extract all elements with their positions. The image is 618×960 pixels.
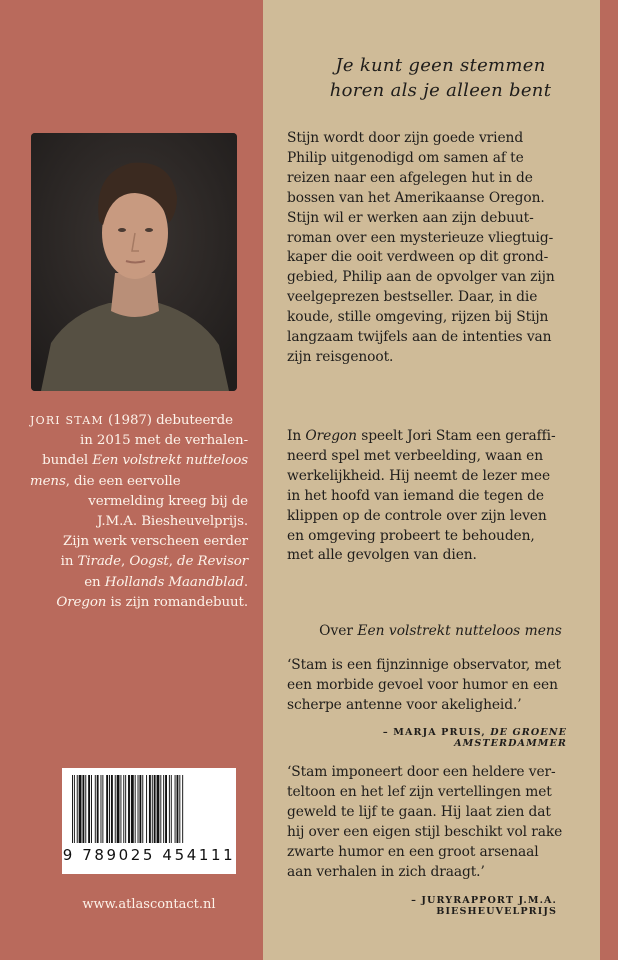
isbn-number: 9 789025 454111 [62, 846, 236, 864]
blurb-line: Stijn wordt door zijn goede vriend [287, 130, 524, 146]
blurb-paragraph-1 [287, 129, 600, 368]
blurb-paragraph-2: In Oregon speelt Jori Stam een geraffi- neerd spel met verbeelding, waan en werkelijkheid. Hij neemt de lezer mee in het hoofd van iemand die tegen de klippen op de controle over zijn leven en omgeving probeert te behouden, met alle gevolgen van dien. [287, 428, 556, 564]
review-heading: Over Een volstrekt nutteloos mens [319, 623, 562, 639]
spine-edge [600, 0, 618, 960]
blurb-line: veelgeprezen bestseller. Daar, in die [287, 289, 538, 306]
blurb-line: Philip uitgenodigd om samen af te [287, 149, 524, 166]
review-attribution-2: – JURYRAPPORT J.M.A. BIESHEUVELPRIJS [411, 895, 557, 917]
blurb-line: Stijn wil er werken aan zijn debuut- [287, 209, 534, 226]
blurb-line: roman over een mysterieuze vliegtuig- [287, 229, 554, 246]
barcode-bars [70, 775, 228, 843]
blurb-line: kaper die ooit verdween op dit grond- [287, 249, 549, 266]
blurb-line: reizen naar een afgelegen hut in de [287, 169, 533, 186]
author-name-caps: JORI STAM [30, 414, 104, 427]
isbn-barcode [62, 768, 236, 874]
blurb-line: gebied, Philip aan de opvolger van zijn [287, 269, 555, 286]
blurb-line: koude, stille omgeving, rijzen bij Stijn [287, 309, 549, 326]
author-bio: JORI STAM (1987) debuteerde in 2015 met de verhalen- bundel Een volstrekt nutteloos mens, die een eervolle vermelding kreeg bij de J.M.A. Biesheuvelprijs. Zijn werk verscheen eerder in Tirade, Oogst, de Revisor en Hollands Maandblad. Oregon is zijn romandebuut. [30, 413, 248, 610]
tagline: Je kunt geen stemmen horen als je alleen bent [329, 55, 552, 101]
blurb-line: zijn reisgenoot. [287, 348, 394, 365]
review-attribution-1: – MARJA PRUIS, DE GROENE AMSTERDAMMER [382, 727, 567, 749]
blurb-line: bossen van het Amerikaanse Oregon. [287, 189, 545, 206]
review-quote-2: ‘Stam imponeert door een heldere ver- teltoon en het lef zijn vertellingen met geweld te lijf te gaan. Hij laat zien dat hij over een eigen stijl beschikt vol rake zwarte humor en een groot arsenaal aan verhalen in zich draagt.’ [287, 764, 563, 880]
blurb-line: langzaam twijfels aan de intenties van [287, 329, 552, 346]
author-photo [31, 133, 237, 391]
review-quote-1: ‘Stam is een fijnzinnige observator, met een morbide gevoel voor humor en een scherpe antenne voor akeligheid.’ [287, 657, 561, 713]
publisher-website: www.atlascontact.nl [82, 897, 216, 912]
